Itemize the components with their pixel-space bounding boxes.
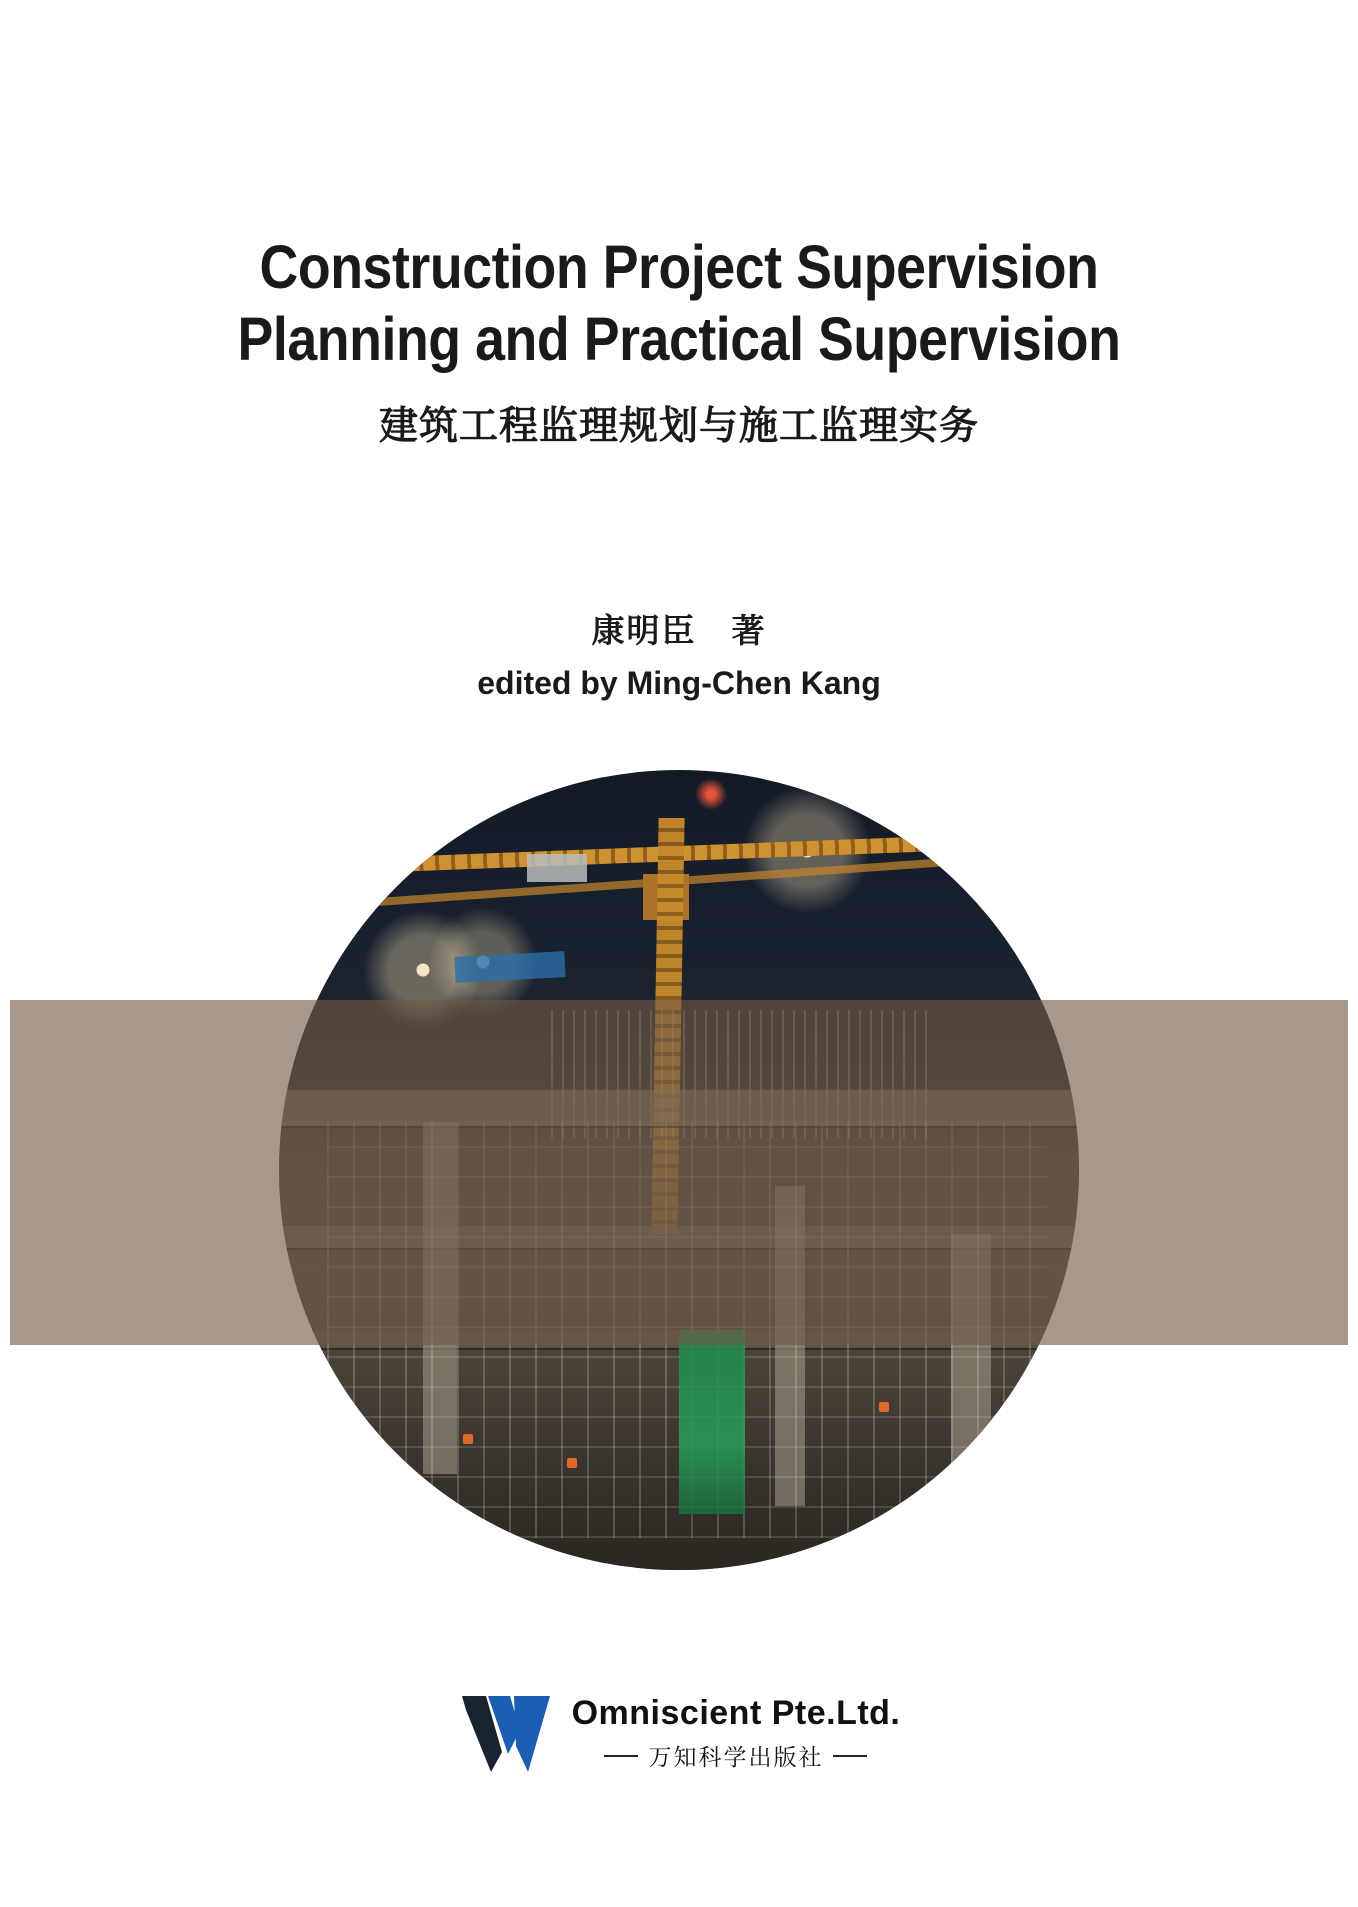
publisher-text — [572, 1694, 901, 1772]
site-light-dot-3 — [879, 1402, 889, 1412]
publisher-name-chinese: 万知科学出版社 — [648, 1745, 824, 1771]
crane-counterweight-icon — [527, 854, 587, 882]
omniscient-logo-icon — [458, 1690, 554, 1776]
rule-right — [833, 1755, 867, 1757]
author-name-chinese: 康明臣 著 — [591, 611, 767, 650]
publisher-block — [0, 1690, 1358, 1776]
subtitle-chinese: 建筑工程监理规划与施工监理实务 — [378, 403, 979, 449]
site-light-dot-2 — [567, 1458, 577, 1468]
blue-tarp — [454, 951, 565, 983]
page-title-line-1: Construction Project Supervision — [259, 233, 1099, 301]
publisher-chinese-row — [572, 1739, 901, 1772]
author-name-english: edited by Ming-Chen Kang — [477, 665, 881, 701]
publisher-name: Omniscient Pte.Ltd. — [571, 1694, 901, 1732]
author-block — [0, 605, 1358, 702]
title-block — [0, 232, 1358, 453]
rule-left — [604, 1755, 638, 1757]
page-title-line-2: Planning and Practical Supervision — [237, 304, 1121, 373]
brown-band — [10, 1000, 1348, 1345]
green-safety-net — [679, 1330, 745, 1514]
site-light-dot-1 — [463, 1434, 473, 1444]
